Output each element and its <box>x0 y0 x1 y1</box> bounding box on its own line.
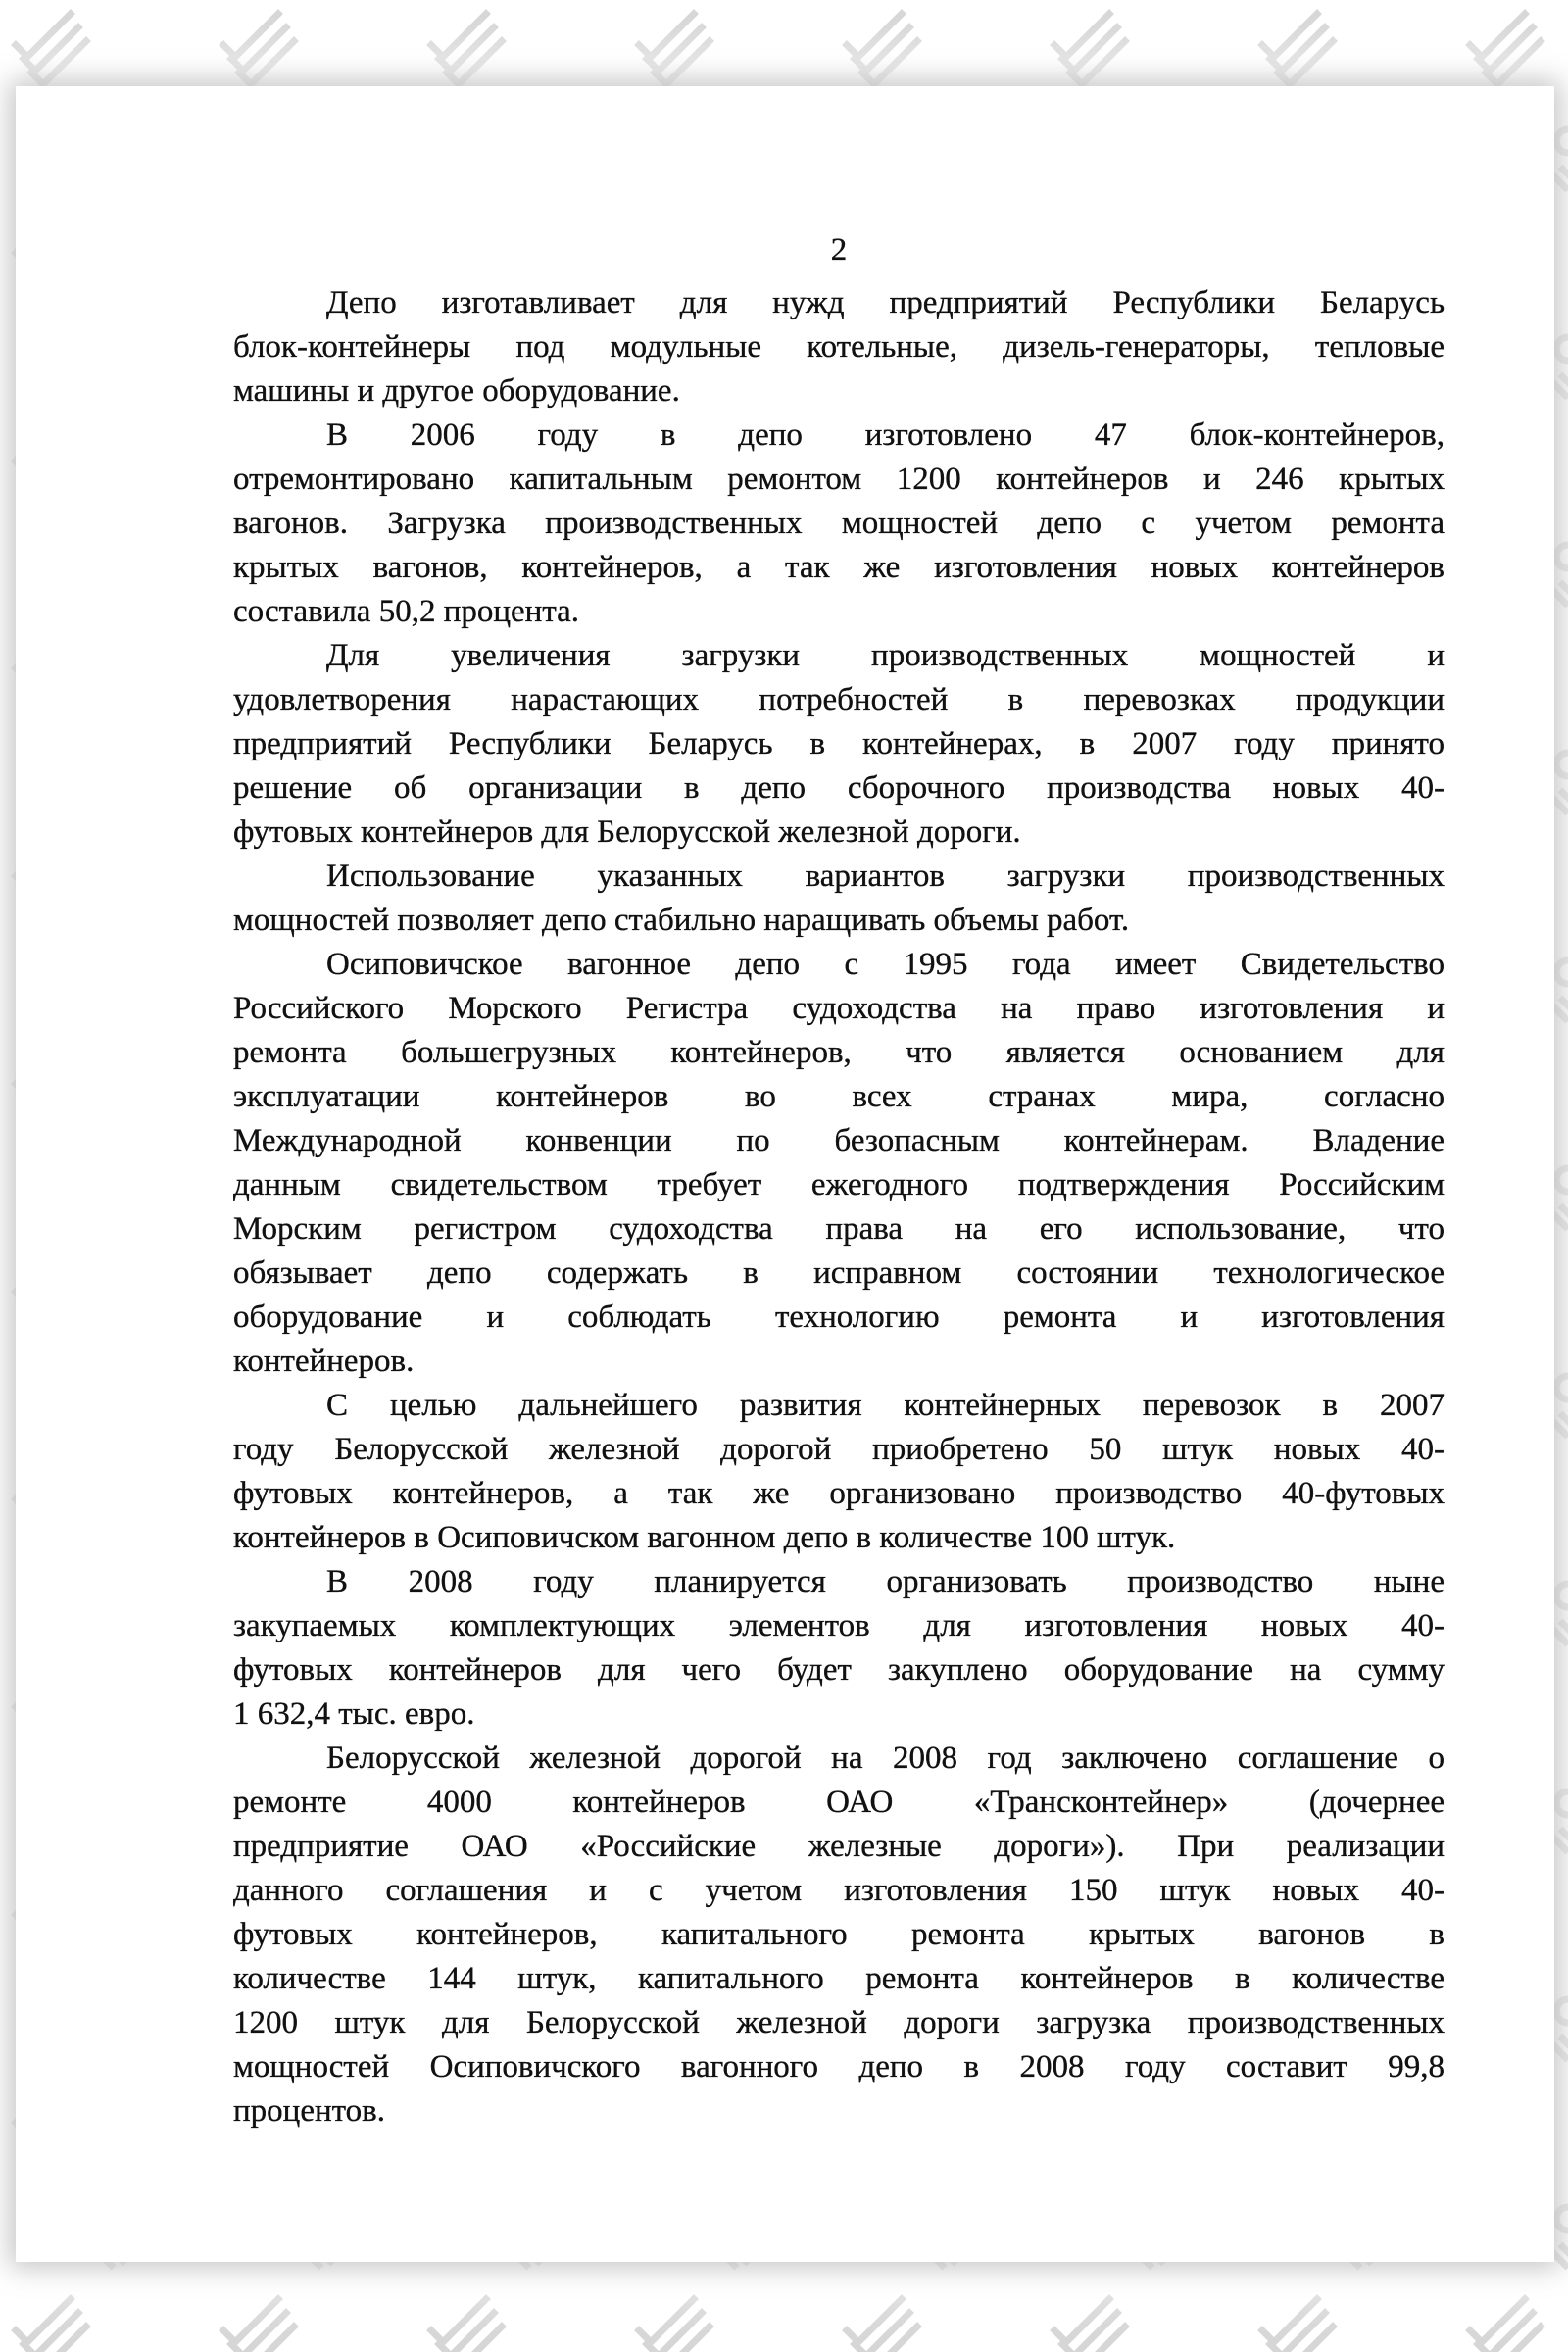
text-line: составила 50,2 процента. <box>233 594 580 629</box>
paragraph <box>233 855 1445 943</box>
text-line: футовых контейнеров для чего будет закуплено оборудование на сумму <box>233 1652 1445 1688</box>
paragraph <box>233 281 1445 414</box>
text-line: обязывает депо содержать в исправном состоянии технологическое <box>233 1255 1445 1291</box>
page-number: 2 <box>830 232 848 268</box>
document-page <box>16 86 1554 2262</box>
text-line: количестве 144 штук, капитального ремонта контейнеров в количестве <box>233 1961 1445 1996</box>
paragraph <box>233 414 1445 634</box>
text-line: футовых контейнеров, капитального ремонта крытых вагонов в <box>233 1917 1445 1952</box>
text-line: решение об организации в депо сборочного производства новых 40- <box>233 770 1445 806</box>
paragraph <box>233 1560 1445 1737</box>
text-line: мощностей позволяет депо стабильно наращивать объемы работ. <box>233 903 1130 938</box>
paragraph <box>233 1384 1445 1560</box>
text-line: оборудование и соблюдать технологию ремонта и изготовления <box>233 1299 1445 1335</box>
text-line: эксплуатации контейнеров во всех странах мира, согласно <box>233 1079 1445 1114</box>
text-line: Осиповичское вагонное депо с 1995 года имеет Свидетельство <box>326 947 1445 982</box>
text-line: машины и другое оборудование. <box>233 373 680 409</box>
text-line: контейнеров. <box>233 1344 415 1379</box>
text-line: Международной конвенции по безопасным контейнерам. Владение <box>233 1123 1445 1158</box>
text-line: закупаемых комплектующих элементов для изготовления новых 40- <box>233 1608 1445 1643</box>
text-line: вагонов. Загрузка производственных мощностей депо с учетом ремонта <box>233 506 1445 541</box>
text-line: году Белорусской железной дорогой приобретено 50 штук новых 40- <box>233 1432 1445 1467</box>
document-body <box>233 281 1445 2133</box>
text-line: контейнеров в Осиповичском вагонном депо в количестве 100 штук. <box>233 1520 1176 1555</box>
text-line: данного соглашения и с учетом изготовления 150 штук новых 40- <box>233 1873 1445 1908</box>
text-line: данным свидетельством требует ежегодного подтверждения Российским <box>233 1167 1445 1202</box>
text-line: удовлетворения нарастающих потребностей в перевозках продукции <box>233 682 1445 717</box>
text-line: 1 632,4 тыс. евро. <box>233 1696 475 1732</box>
text-line: С целью дальнейшего развития контейнерных перевозок в 2007 <box>326 1388 1445 1423</box>
text-line: крытых вагонов, контейнеров, а так же изготовления новых контейнеров <box>233 550 1445 585</box>
text-line: процентов. <box>233 2093 385 2129</box>
text-line: футовых контейнеров, а так же организовано производство 40-футовых <box>233 1476 1445 1511</box>
text-line: В 2008 году планируется организовать производство ныне <box>326 1564 1445 1599</box>
text-line: предприятие ОАО «Российские железные дороги»). При реализации <box>233 1829 1445 1864</box>
text-line: отремонтировано капитальным ремонтом 1200 контейнеров и 246 крытых <box>233 462 1445 497</box>
text-line: блок-контейнеры под модульные котельные, дизель-генераторы, тепловые <box>233 329 1445 365</box>
text-line: Депо изготавливает для нужд предприятий Республики Беларусь <box>326 285 1445 320</box>
text-line: ремонта большегрузных контейнеров, что является основанием для <box>233 1035 1445 1070</box>
text-line: Для увеличения загрузки производственных мощностей и <box>326 638 1445 673</box>
text-line: Морским регистром судоходства права на его использование, что <box>233 1211 1445 1247</box>
paragraph <box>233 943 1445 1384</box>
text-line: Российского Морского Регистра судоходства на право изготовления и <box>233 991 1445 1026</box>
text-line: мощностей Осиповичского вагонного депо в 2008 году составит 99,8 <box>233 2049 1445 2084</box>
text-line: 1200 штук для Белорусской железной дороги загрузка производственных <box>233 2005 1445 2040</box>
text-line: предприятий Республики Беларусь в контейнерах, в 2007 году принято <box>233 726 1445 761</box>
text-line: В 2006 году в депо изготовлено 47 блок-контейнеров, <box>326 417 1445 453</box>
text-line: Использование указанных вариантов загрузки производственных <box>326 858 1445 894</box>
paragraph <box>233 1737 1445 2133</box>
text-line: Белорусской железной дорогой на 2008 год заключено соглашение о <box>326 1740 1445 1776</box>
text-line: футовых контейнеров для Белорусской железной дороги. <box>233 814 1021 850</box>
paragraph <box>233 634 1445 855</box>
text-line: ремонте 4000 контейнеров ОАО «Трансконтейнер» (дочернее <box>233 1785 1445 1820</box>
